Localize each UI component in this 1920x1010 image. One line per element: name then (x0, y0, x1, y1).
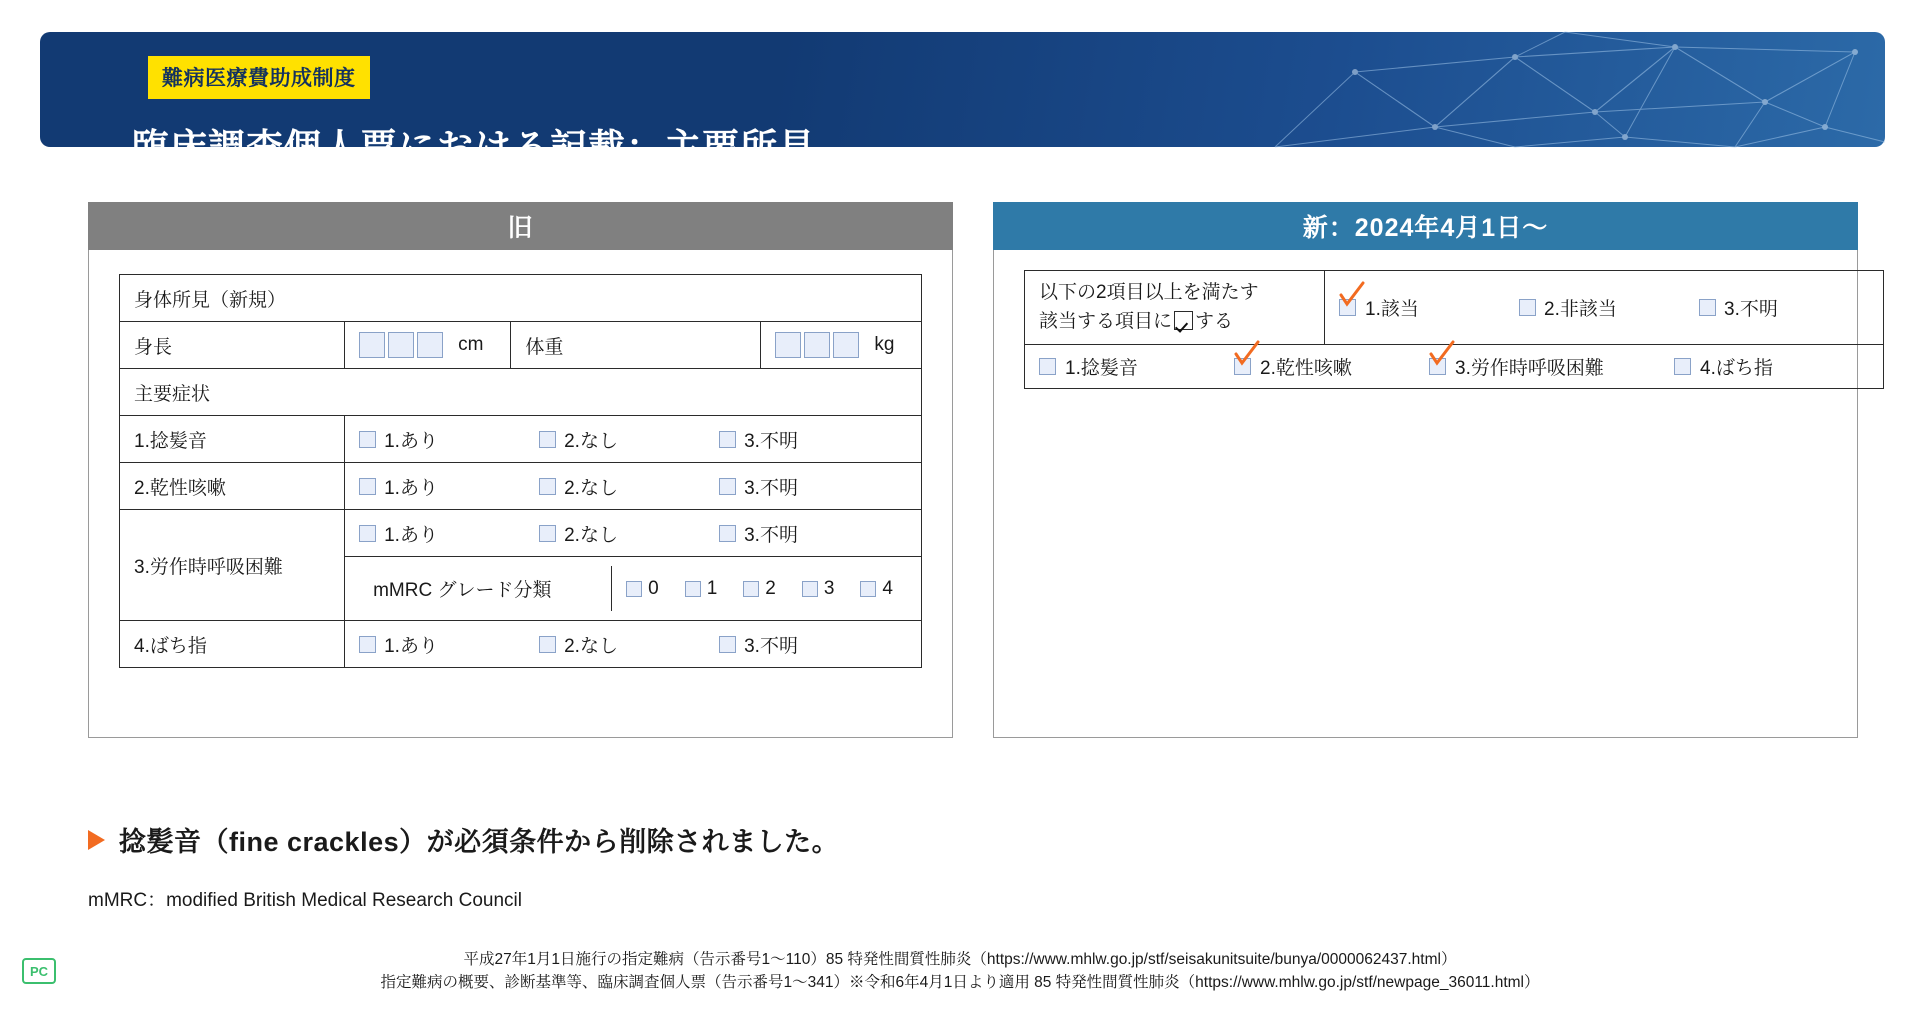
height-unit: cm (458, 334, 484, 355)
weight-label: 体重 (511, 322, 761, 369)
option-label: 2.乾性咳嗽 (1260, 358, 1352, 379)
mmrc-checkbox-0[interactable] (626, 581, 642, 597)
symptom-options-1[interactable] (345, 416, 922, 463)
old-panel-body (88, 250, 953, 738)
check-mark-icon (1174, 311, 1193, 330)
table-row (120, 463, 922, 510)
mmrc-option-label: 1 (706, 577, 718, 599)
instruction-line-2 (1039, 308, 1310, 337)
new-panel-body (993, 250, 1858, 738)
table-row (1025, 271, 1884, 345)
symptom-label-1: 1.捻髪音 (120, 416, 345, 463)
table-row (120, 621, 922, 668)
applicability-option-3[interactable] (1699, 294, 1778, 321)
source-line-2: 指定難病の概要、診断基準等、臨床調査個人票（告示番号1〜341）※令和6年4月1日より適用 85 特発性間質性肺炎（https://www.mhlw.go.jp/stf/newpage_36011.html） (380, 974, 1540, 992)
instruction-line-1: 以下の2項目以上を満たす (1039, 282, 1259, 303)
bullet-note-text: 捻髪音（fine crackles）が必須条件から削除されました。 (119, 827, 840, 857)
item-option-1[interactable] (1039, 353, 1234, 380)
checkbox-4-2[interactable] (539, 636, 556, 653)
checkbox-2-1[interactable] (359, 478, 376, 495)
weight-input-cell[interactable] (761, 322, 922, 369)
item-checkbox-2[interactable] (1234, 358, 1251, 375)
header-tag: 難病医療費助成制度 (148, 56, 370, 99)
new-panel (993, 202, 1858, 738)
section-title-cell: 身体所見（新規） (120, 275, 922, 322)
mmrc-checkbox-2[interactable] (743, 581, 759, 597)
option-label: 3.不明 (744, 430, 798, 452)
mmrc-option-label: 0 (648, 577, 659, 599)
instruction-line-2-pre: 該当する項目に (1039, 310, 1173, 332)
checkbox-3-3[interactable] (719, 525, 736, 542)
option-label: 3.不明 (744, 477, 798, 499)
weight-digit-box-3[interactable] (833, 332, 859, 358)
height-digit-box-2[interactable] (388, 332, 414, 358)
height-digit-box-3[interactable] (417, 332, 443, 358)
network-decoration-icon (1265, 32, 1885, 147)
option-label: 1.あり (384, 524, 438, 546)
applicability-options[interactable] (1325, 271, 1884, 345)
height-input-cell[interactable] (345, 322, 511, 369)
table-row (1025, 345, 1884, 389)
checkbox-2-2[interactable] (539, 478, 556, 495)
option-label: 1.あり (384, 477, 438, 499)
symptoms-title-cell: 主要症状 (120, 369, 922, 416)
bullet-note (88, 820, 839, 859)
header-band (40, 32, 1885, 168)
applicability-checkbox-3[interactable] (1699, 299, 1716, 316)
symptom-options-4[interactable] (345, 621, 922, 668)
symptom-label-3: 3.労作時呼吸困難 (120, 510, 345, 621)
triangle-bullet-icon (88, 830, 105, 850)
checkbox-2-3[interactable] (719, 478, 736, 495)
item-option-4[interactable] (1674, 353, 1869, 380)
pc-logo-icon: PC (22, 958, 56, 984)
option-label: 2.なし (564, 430, 618, 452)
mmrc-option-label: 2 (765, 577, 776, 599)
symptom-options-3[interactable] (345, 510, 922, 557)
option-label: 1.あり (384, 635, 438, 657)
checkbox-1-2[interactable] (539, 431, 556, 448)
mmrc-label: mMRC グレード分類 (359, 566, 612, 611)
table-row (120, 416, 922, 463)
checkbox-3-2[interactable] (539, 525, 556, 542)
option-label: 1.捻髪音 (1065, 358, 1138, 379)
applicability-checkbox-2[interactable] (1519, 299, 1536, 316)
option-label: 3.不明 (744, 635, 798, 657)
weight-digit-box-2[interactable] (804, 332, 830, 358)
checkbox-3-1[interactable] (359, 525, 376, 542)
mmrc-checkbox-3[interactable] (802, 581, 818, 597)
option-label: 3.不明 (1724, 299, 1778, 320)
option-label: 1.あり (384, 430, 438, 452)
mmrc-option-label: 4 (882, 577, 893, 599)
checkbox-4-3[interactable] (719, 636, 736, 653)
mmrc-option-label: 3 (823, 577, 835, 599)
weight-digit-box-1[interactable] (775, 332, 801, 358)
option-label: 4.ばち指 (1700, 358, 1773, 379)
applicability-option-1[interactable] (1339, 294, 1519, 321)
symptom-label-2: 2.乾性咳嗽 (120, 463, 345, 510)
applicability-option-2[interactable] (1519, 294, 1699, 321)
option-label: 2.なし (564, 524, 618, 546)
checkbox-1-3[interactable] (719, 431, 736, 448)
item-option-3[interactable] (1429, 353, 1674, 380)
option-label: 3.労作時呼吸困難 (1455, 358, 1604, 379)
weight-unit: kg (874, 334, 895, 355)
height-label: 身長 (120, 322, 345, 369)
option-label: 2.非該当 (1544, 299, 1617, 320)
source-line-1: 平成27年1月1日施行の指定難病（告示番号1〜110）85 特発性間質性肺炎（https://www.mhlw.go.jp/stf/seisakunitsuite/bunya/0000062437.html） (463, 951, 1457, 968)
new-panel-heading: 新：2024年4月1日〜 (993, 202, 1858, 250)
abbreviation-note: mMRC：modified British Medical Research Council (88, 890, 522, 911)
item-option-2[interactable] (1234, 353, 1429, 380)
mmrc-checkbox-1[interactable] (685, 581, 701, 597)
instruction-line-2-post: する (1195, 310, 1234, 332)
item-checkbox-4[interactable] (1674, 358, 1691, 375)
old-panel (88, 202, 953, 738)
option-label: 2.なし (564, 635, 618, 657)
items-row[interactable] (1025, 345, 1884, 389)
item-checkbox-1[interactable] (1039, 358, 1056, 375)
table-row (120, 510, 922, 557)
height-digit-box-1[interactable] (359, 332, 385, 358)
option-label: 3.不明 (744, 524, 798, 546)
checkbox-1-1[interactable] (359, 431, 376, 448)
mmrc-cell[interactable] (345, 557, 922, 621)
symptom-options-2[interactable] (345, 463, 922, 510)
applicability-checkbox-1[interactable] (1339, 299, 1356, 316)
checkbox-4-1[interactable] (359, 636, 376, 653)
table-row (120, 275, 922, 322)
old-panel-heading: 旧 (88, 202, 953, 250)
instruction-cell (1025, 271, 1325, 345)
mmrc-options[interactable] (612, 566, 907, 611)
option-label: 1.該当 (1365, 299, 1419, 320)
table-row (120, 369, 922, 416)
option-label: 2.なし (564, 477, 618, 499)
old-form-table (119, 274, 922, 668)
item-checkbox-3[interactable] (1429, 358, 1446, 375)
new-form-table (1024, 270, 1884, 389)
table-row (120, 322, 922, 369)
page-title: 臨床調査個人票における記載：主要所見 (132, 127, 816, 168)
symptom-label-4: 4.ばち指 (120, 621, 345, 668)
mmrc-checkbox-4[interactable] (860, 581, 876, 597)
source-note (0, 948, 1920, 995)
